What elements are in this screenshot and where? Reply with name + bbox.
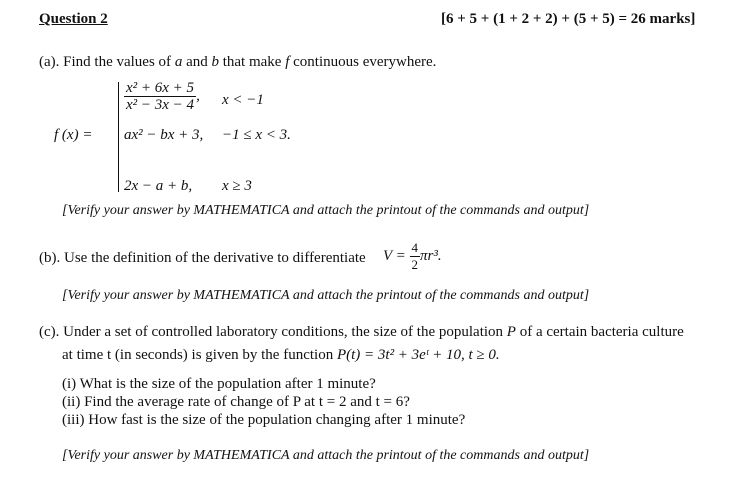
part-c-question-2: (ii) Find the average rate of change of P at t = 2 and t = 6? xyxy=(62,394,410,410)
part-c-line1: (c). Under a set of controlled laboratory conditions, the size of the population P of a certain bacteria culture xyxy=(39,324,684,340)
part-a-prompt: (a). Find the values of a and b that make f continuous everywhere. xyxy=(39,54,437,70)
marks-breakdown: [6 + 5 + (1 + 2 + 2) + (5 + 5) = 26 marks] xyxy=(441,11,696,27)
piecewise-brace xyxy=(118,82,119,192)
part-b-prompt: (b). Use the definition of the derivative to differentiate xyxy=(39,250,366,266)
piece3-expression: 2x − a + b, xyxy=(124,178,193,194)
part-c-question-1: (i) What is the size of the population after 1 minute? xyxy=(62,376,376,392)
piece1-fraction: $\frac{\text{x² + 6x + 5}}{\text{x² − 3x − 4}}$ , xyxy=(126,80,200,113)
part-b-verify-note: [Verify your answer by MATHEMATICA and attach the printout of the commands and output] xyxy=(62,288,590,303)
piece3-condition: x ≥ 3 xyxy=(222,178,252,194)
piece1-condition: x < −1 xyxy=(222,92,264,108)
question-title: Question 2 xyxy=(39,11,108,27)
volume-formula: V = $\frac{4}{2}$ πr³. xyxy=(383,240,442,272)
piece2-condition: −1 ≤ x < 3. xyxy=(222,127,291,143)
part-c-question-3: (iii) How fast is the size of the population changing after 1 minute? xyxy=(62,412,466,428)
part-a-verify-note: [Verify your answer by MATHEMATICA and attach the printout of the commands and output] xyxy=(62,203,590,218)
part-c-verify-note: [Verify your answer by MATHEMATICA and attach the printout of the commands and output] xyxy=(62,448,590,463)
piece2-expression: ax² − bx + 3, xyxy=(124,127,204,143)
part-c-line2: at time t (in seconds) is given by the function P(t) = 3t² + 3eᵗ + 10, t ≥ 0. xyxy=(62,347,500,363)
function-label: f (x) = xyxy=(54,127,93,143)
